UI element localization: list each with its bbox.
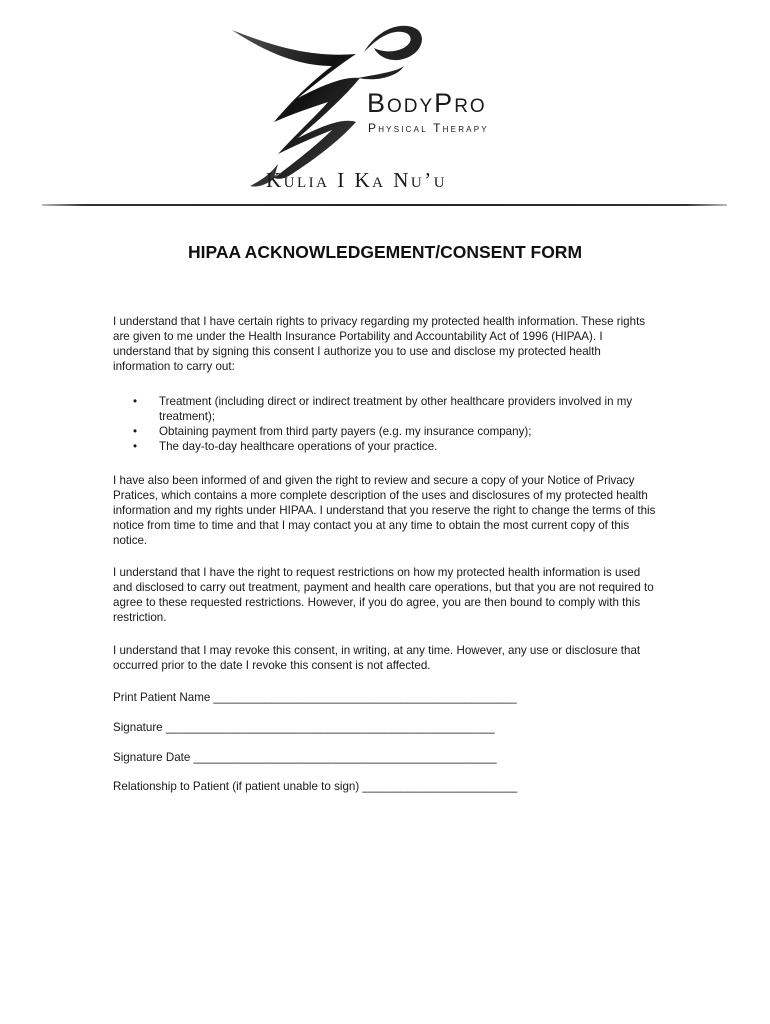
bullet-icon: • [133,395,138,408]
brand-name: BodyPro [367,88,487,118]
signature-date-field[interactable]: Signature Date _______________________________________________ [113,751,497,764]
brand-motto: Kulia I Ka Nu’u [266,168,448,192]
signature-field[interactable]: Signature ___________________________________________________ [113,721,495,734]
bullet-icon: • [133,440,138,453]
list-item-text: The day-to-day healthcare operations of your practice. [159,440,438,453]
revoke-paragraph: I understand that I may revoke this consent, in writing, at any time. However, any use or disclosure that occurred prior to the date I revoke this consent is not affected. [113,644,641,672]
list-item [113,439,661,454]
list-item [113,424,661,439]
form-title: HIPAA ACKNOWLEDGEMENT/CONSENT FORM [187,242,583,262]
brand-subtitle: Physical Therapy [368,121,489,135]
list-item-text: Treatment (including direct or indirect treatment by other healthcare providers involved in my treatment); [159,395,633,423]
patient-name-field[interactable]: Print Patient Name _______________________________________________ [113,691,517,704]
relationship-field[interactable]: Relationship to Patient (if patient unable to sign) ________________________ [113,780,518,793]
intro-paragraph: I understand that I have certain rights to privacy regarding my protected health information. These rights are given to me under the Health Insurance Portability and Accountability Act of 1996 (HIPAA). I understand that by signing this consent I authorize you to use and disclose my protected health information to carry out: [113,315,646,373]
bullet-icon: • [133,425,138,438]
notice-paragraph: I have also been informed of and given the right to review and secure a copy of your Notice of Privacy Pratices, which contains a more complete description of the uses and disclosures of my protected health information and my rights under HIPAA. I understand that you reserve the right to change the terms of this notice from time to time and that I may contact you at any time to obtain the most current copy of this notice. [113,474,656,547]
list-item-text: Obtaining payment from third party payers (e.g. my insurance company); [159,425,532,438]
consent-purpose-list [113,394,661,454]
restrictions-paragraph: I understand that I have the right to request restrictions on how my protected health information is used and disclosed to carry out treatment, payment and health care operations, but that you are not required to agree to these requested restrictions. However, if you do agree, you are then bound to comply with this restriction. [113,566,654,624]
header-divider [42,204,727,206]
list-item [113,394,661,424]
